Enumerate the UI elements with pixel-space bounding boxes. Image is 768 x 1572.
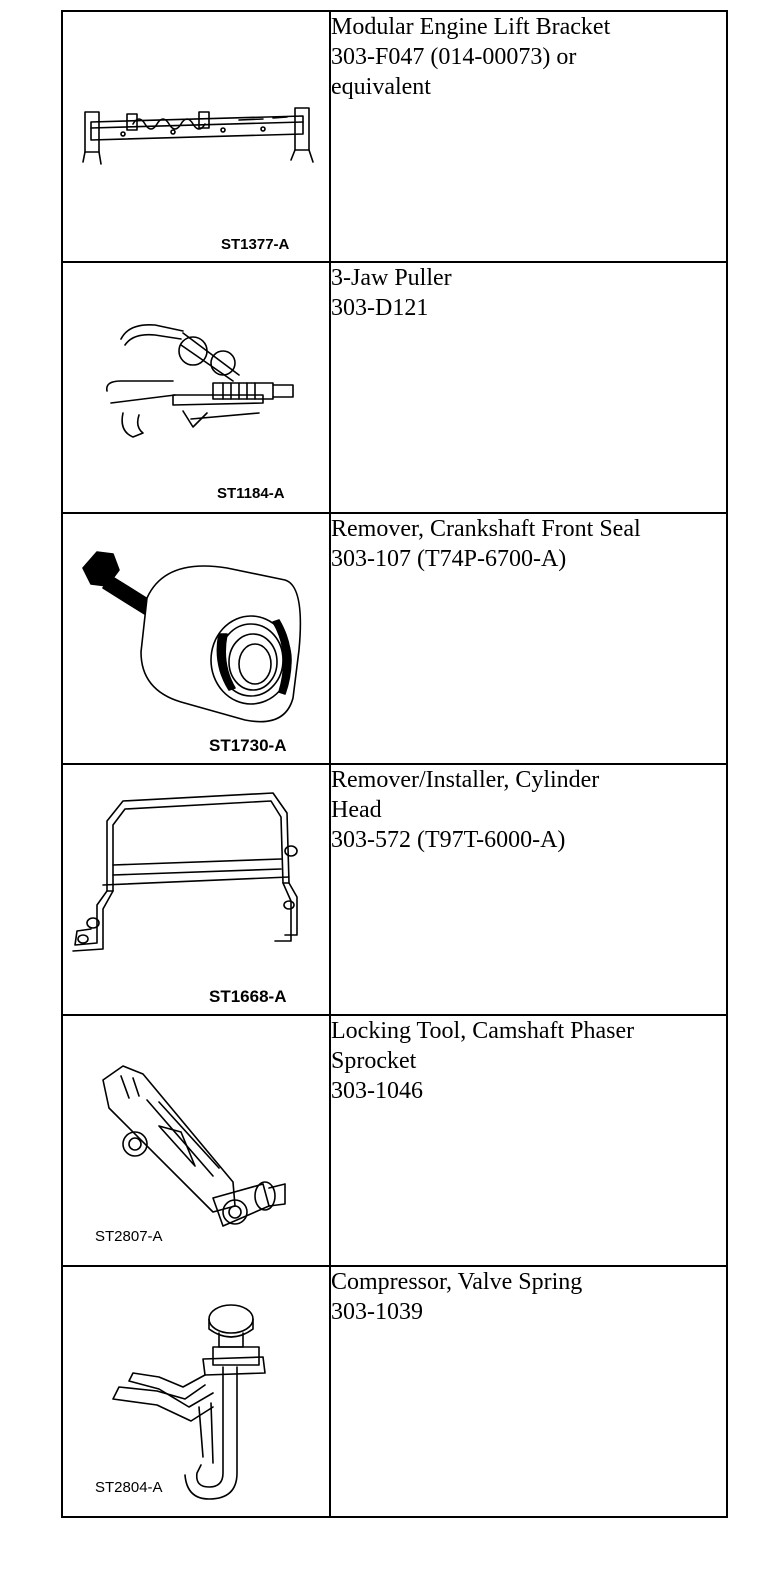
table-row [62,764,727,1015]
tool-description [330,11,727,262]
engine-lift-bracket-icon [63,12,329,261]
tool-name: Modular Engine Lift Bracket [331,14,611,40]
tool-code: ST2807-A [95,1228,163,1245]
three-jaw-puller-icon [63,263,329,512]
tool-illustration-cell [62,1266,330,1517]
tool-description [330,513,727,764]
tool-code: ST1730-A [209,736,287,755]
tool-description [330,764,727,1015]
tool-name: Remover/Installer, Cylinder [331,767,600,793]
tool-part-number: 303-107 (T74P-6700-A) [331,546,567,572]
tool-code: ST2804-A [95,1479,163,1496]
tool-code: ST1377-A [221,236,290,253]
tool-part-number: 303-572 (T97T-6000-A) [331,827,566,853]
tool-part-number: 303-1039 [331,1299,423,1325]
tool-illustration-cell [62,764,330,1015]
tool-description [330,1015,727,1266]
tool-illustration-cell [62,513,330,764]
tool-note: equivalent [331,74,431,100]
tool-name: Remover, Crankshaft Front Seal [331,516,641,542]
table-row [62,262,727,513]
tool-description [330,1266,727,1517]
tool-illustration-cell [62,11,330,262]
tool-code: ST1184-A [217,485,285,502]
tool-illustration-cell [62,1015,330,1266]
tool-name: 3-Jaw Puller [331,265,452,291]
tool-name-continued: Head [331,797,382,823]
table-row [62,11,727,262]
cylinder-head-bracket-icon [63,765,329,1014]
tool-name-continued: Sprocket [331,1048,417,1074]
tool-description [330,262,727,513]
table-row [62,513,727,764]
tool-part-number: 303-1046 [331,1078,423,1104]
tool-part-number: 303-D121 [331,295,429,321]
table-row [62,1015,727,1266]
tool-code: ST1668-A [209,987,287,1006]
special-tools-table [61,10,728,1518]
tool-name: Compressor, Valve Spring [331,1269,583,1295]
table-row [62,1266,727,1517]
tool-name: Locking Tool, Camshaft Phaser [331,1018,635,1044]
tool-illustration-cell [62,262,330,513]
seal-remover-icon [63,514,329,763]
tool-part-number: 303-F047 (014-00073) or [331,44,577,70]
